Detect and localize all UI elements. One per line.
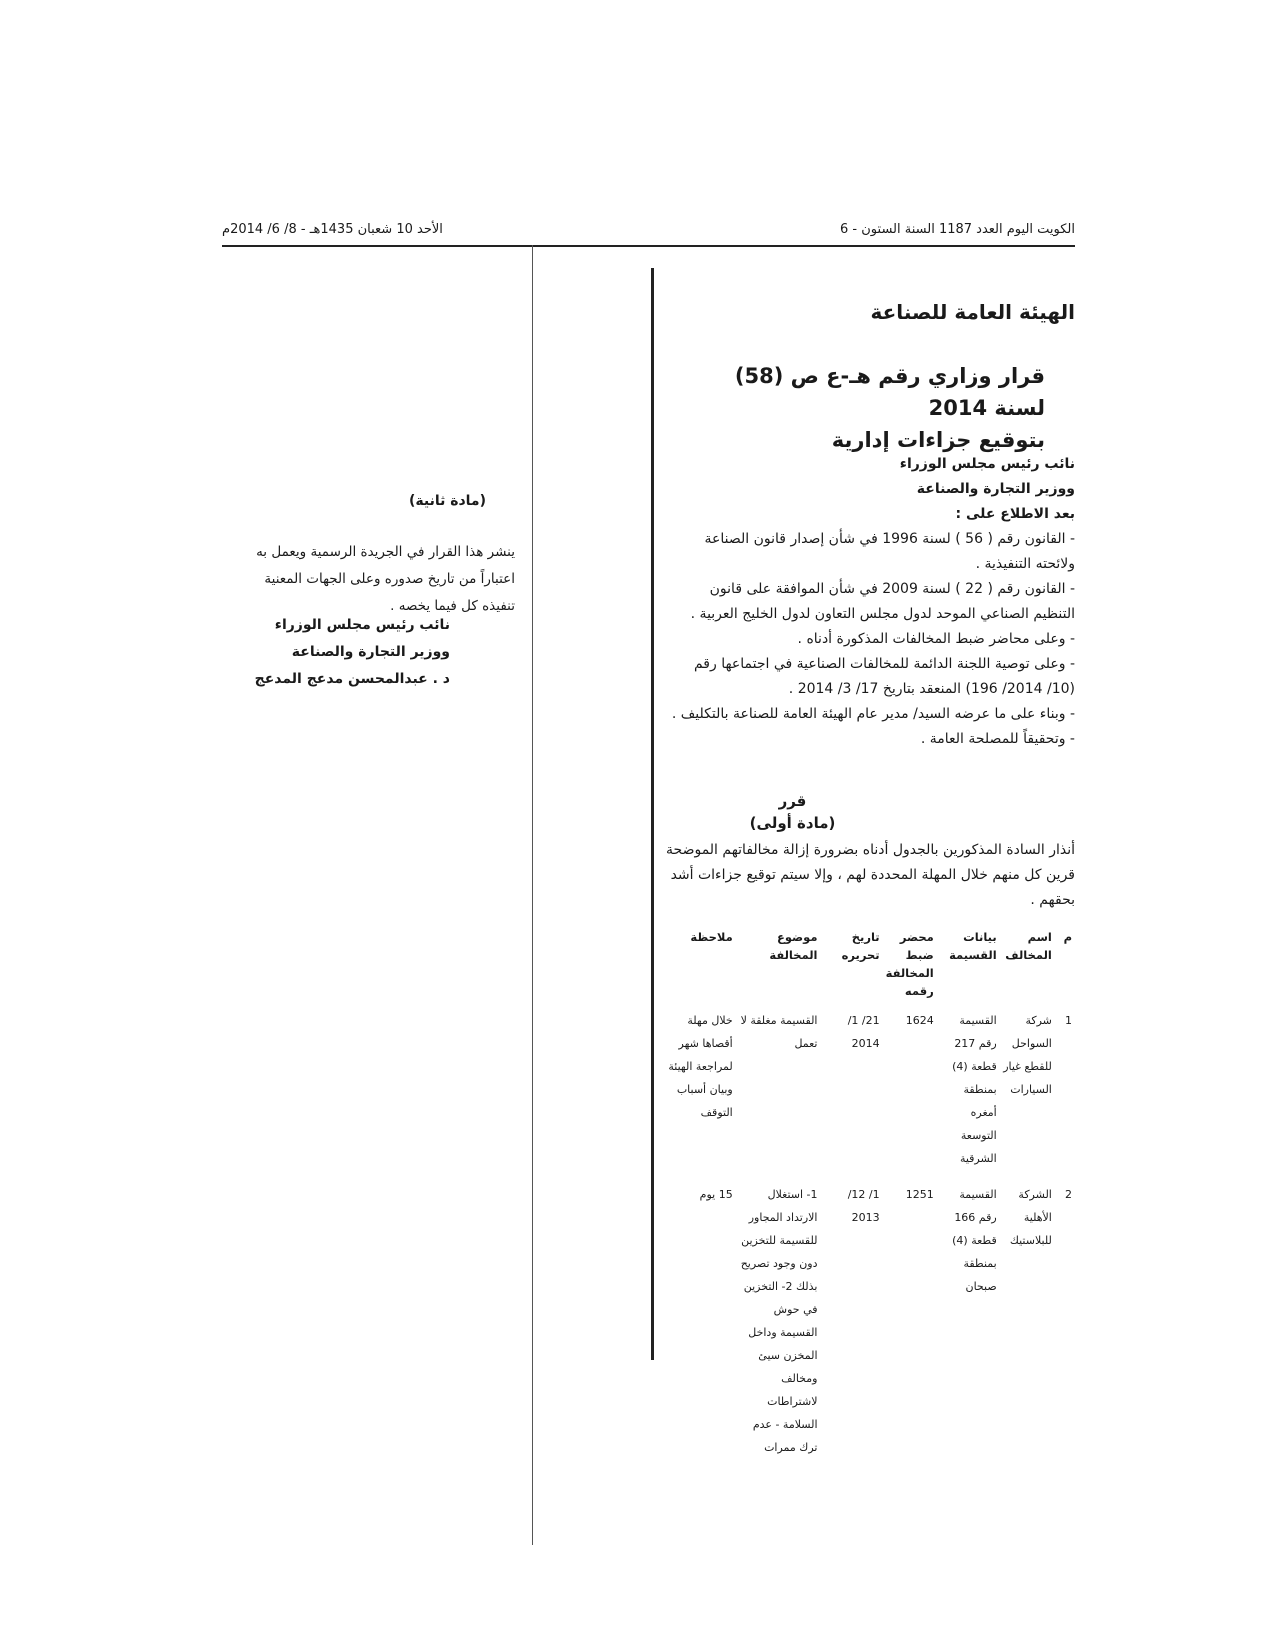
signatory-title-line2: ووزير التجارة والصناعة xyxy=(291,644,450,660)
header-issue-info: الكويت اليوم العدد 1187 السنة الستون - 6 xyxy=(840,222,1075,237)
preamble-item: - وعلى توصية اللجنة الدائمة للمخالفات الصناعية في اجتماعها رقم (10/ 2014/ 196) المنعقد بتاريخ 17/ 3/ 2014 . xyxy=(693,656,1075,697)
agency-name: الهيئة العامة للصناعة xyxy=(870,300,1075,324)
cell-name: الشركة الأهلية للبلاستيك xyxy=(1009,1188,1052,1247)
col-header-plot: بيانات القسيمة xyxy=(949,930,997,962)
col-header-subject: موضوع المخالفة xyxy=(769,930,818,962)
article2-text: ينشر هذا القرار في الجريدة الرسمية ويعمل به اعتباراً من تاريخ صدوره وعلى الجهات المعنية تنفيذه كل فيما يخصه . xyxy=(256,544,515,614)
col-header-report-no: محضر ضبط المخالفة رقمه xyxy=(885,930,934,998)
header-rule xyxy=(222,245,1075,247)
issuer-line1: نائب رئيس مجلس الوزراء xyxy=(899,456,1075,472)
decided-heading xyxy=(700,790,885,834)
col-header-name: اسم المخالف xyxy=(1005,930,1052,962)
signature-block xyxy=(235,612,450,693)
decision-title-line2: بتوقيع جزاءات إدارية xyxy=(831,428,1045,452)
preamble-item: - القانون رقم ( 56 ) لسنة 1996 في شأن إصدار قانون الصناعة ولائحته التنفيذية . xyxy=(704,531,1075,572)
article1-text: أنذار السادة المذكورين بالجدول أدناه بضرورة إزالة مخالفاتهم الموضحة قرين كل منهم خلال المهلة المحددة لهم ، وإلا سيتم توقيع جزاءات أشد بحقهم . xyxy=(666,842,1075,908)
cell-no: 2 xyxy=(1065,1188,1072,1201)
article2-heading: (مادة ثانية) xyxy=(408,493,487,509)
col-header-report-date: تاريخ تحريره xyxy=(841,930,880,962)
cell-subject: القسيمة مغلقة لا تعمل xyxy=(740,1014,818,1050)
preamble-item: - وتحقيقاً للمصلحة العامة . xyxy=(920,731,1075,747)
preamble-item: - القانون رقم ( 22 ) لسنة 2009 في شأن الموافقة على قانون التنظيم الصناعي الموحد لدول مجلس التعاون لدول الخليج العربية . xyxy=(690,581,1075,622)
cell-report-date: 1/ 12/ 2013 xyxy=(847,1188,880,1224)
cell-subject: 1- استغلال الارتداد المجاور للقسيمة للتخزين دون وجود تصريح بذلك 2- التخزين في حوش القسيمة وداخل المخزن سيئ ومخالف لاشتراطات السلامة - عدم ترك ممرات xyxy=(740,1188,818,1454)
violations-table xyxy=(665,928,1075,1469)
signatory-name: د . عبدالمحسن مدعج المدعج xyxy=(254,671,450,687)
header-date: الأحد 10 شعبان 1435هـ - 8/ 6/ 2014م xyxy=(222,222,443,237)
cell-note: خلال مهلة أقصاها شهر لمراجعة الهيئة وبيان أسباب التوقف xyxy=(668,1014,733,1119)
article1-heading: (مادة أولى) xyxy=(749,814,836,832)
after-review-label: بعد الاطلاع على : xyxy=(955,506,1075,522)
decision-title xyxy=(700,360,1045,456)
table-header-row xyxy=(665,928,1075,1006)
cell-report-date: 21/ 1/ 2014 xyxy=(847,1014,880,1050)
table-row xyxy=(665,1180,1075,1469)
decided-label: قرر xyxy=(778,792,807,810)
signatory-title-line1: نائب رئيس مجلس الوزراء xyxy=(274,617,450,633)
preamble-item: - وعلى محاضر ضبط المخالفات المذكورة أدناه . xyxy=(797,631,1075,647)
cell-report-no: 1251 xyxy=(905,1188,934,1201)
column-divider xyxy=(651,268,654,1360)
cell-name: شركة السواحل للقطع غيار السيارات xyxy=(1003,1014,1052,1096)
cell-plot: القسيمة رقم 217 قطعة (4) بمنطقة أمغره التوسعة الشرقية xyxy=(952,1014,997,1165)
cell-note: 15 يوم xyxy=(699,1188,733,1201)
preamble xyxy=(665,452,1075,752)
table-row xyxy=(665,1006,1075,1180)
preamble-item: - وبناء على ما عرضه السيد/ مدير عام الهيئة العامة للصناعة بالتكليف . xyxy=(671,706,1075,722)
col-header-no: م xyxy=(1063,930,1072,944)
col-header-note: ملاحظة xyxy=(690,930,733,944)
issuer-line2: ووزير التجارة والصناعة xyxy=(916,481,1075,497)
cell-report-no: 1624 xyxy=(905,1014,934,1027)
decision-title-line1: قرار وزاري رقم هـ-ع ص (58) لسنة 2014 xyxy=(734,364,1045,420)
cell-no: 1 xyxy=(1065,1014,1072,1027)
cell-plot: القسيمة رقم 166 قطعة (4) بمنطقة صبحان xyxy=(952,1188,997,1293)
fold-line xyxy=(532,245,533,1545)
